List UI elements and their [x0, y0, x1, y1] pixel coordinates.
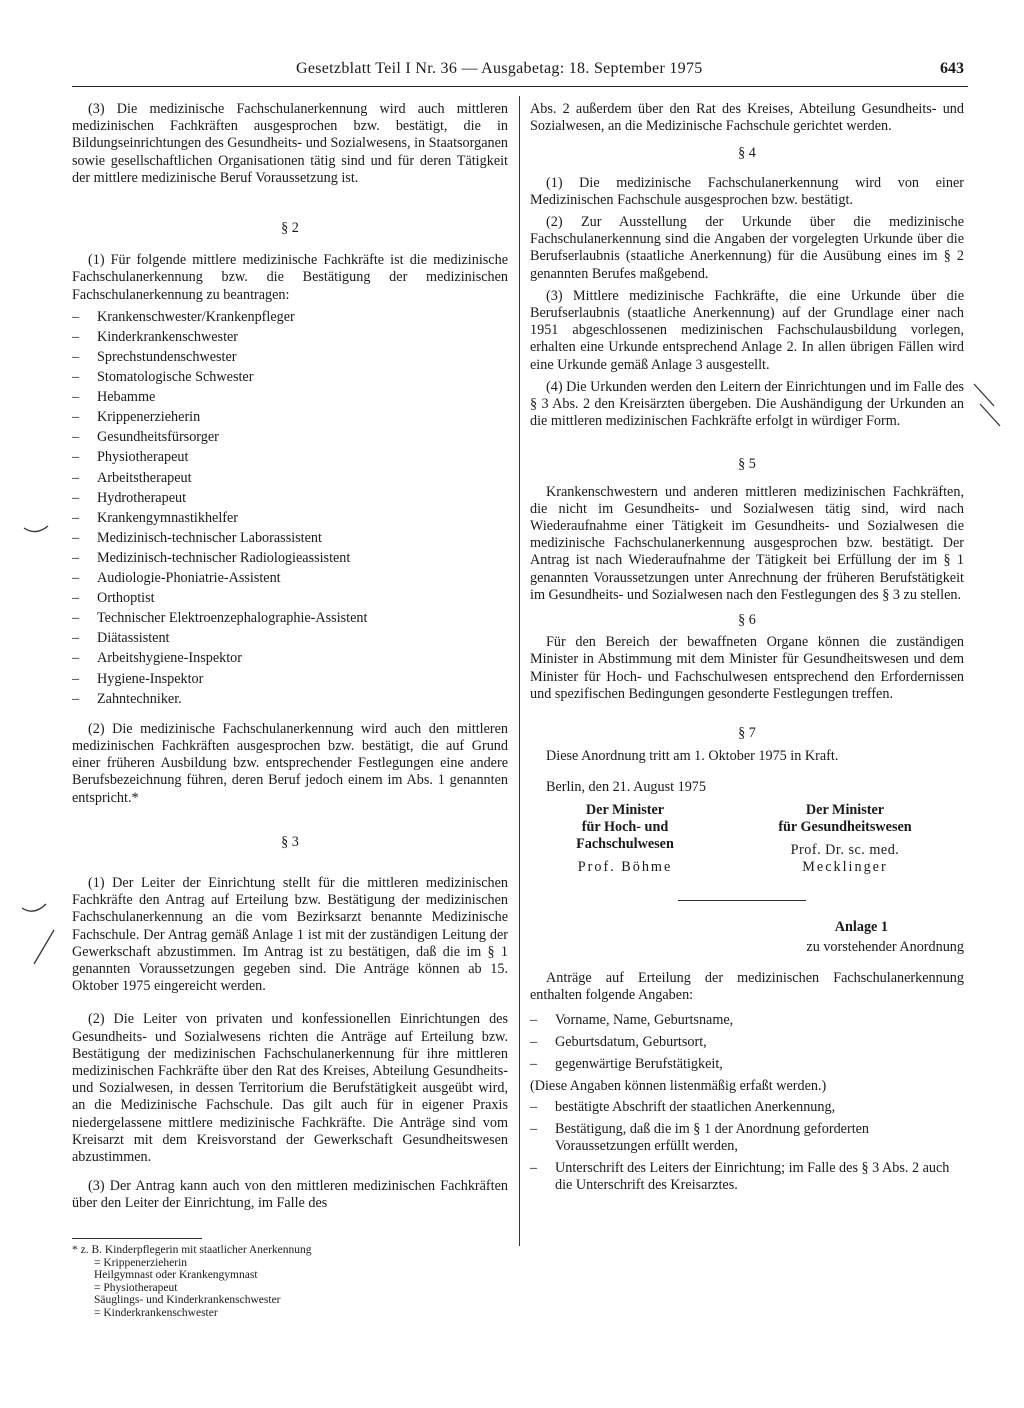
paragraph-1-3: (3) Die medizinische Fachschulanerkennung wird auch mittleren medizinischen Fachkräften ausgesprochen bzw. bestätigt, die in Bildungseinrichtungen des Gesundheits- und Sozialwesens, in Staatsorganen sowie gesellschaftlichen Organisationen tätig sind und für deren Tätigkeit der mittlere medizinische Beruf Voraussetzung ist. — [72, 101, 508, 186]
section-7-heading: § 7 — [738, 725, 756, 742]
list-item: – Physiotherapeut — [72, 447, 508, 467]
section-3-paragraph-3: (3) Der Antrag kann auch von den mittleren medizinischen Fachkräften über den Leiter der Einrichtung, im Falle des — [72, 1178, 508, 1212]
section-4-heading: § 4 — [738, 145, 756, 162]
margin-pen-mark — [20, 900, 50, 920]
list-item: – Bestätigung, daß die im § 1 der Anordnung geforderten Voraussetzungen erfüllt werden, — [530, 1121, 964, 1155]
signature-title: für Gesundheitswesen — [778, 818, 912, 835]
list-item: – bestätigte Abschrift der staatlichen Anerkennung, — [530, 1099, 964, 1116]
margin-pen-mark — [22, 522, 52, 542]
margin-pen-mark — [972, 382, 1002, 430]
section-7-paragraph-1: Diese Anordnung tritt am 1. Oktober 1975 in Kraft. — [546, 748, 839, 765]
list-item: – Orthoptist — [72, 588, 508, 608]
list-item: – Technischer Elektroenzephalographie-Assistent — [72, 608, 508, 628]
page-number: 643 — [940, 60, 964, 77]
list-item: – Arbeitstherapeut — [72, 468, 508, 488]
footnote-line: * z. B. Kinderpflegerin mit staatlicher Anerkennung — [72, 1244, 312, 1256]
section-6-paragraph-1: Für den Bereich der bewaffneten Organe können die zuständigen Minister in Abstimmung mit dem Minister für Gesundheitswesen und dem Minister für Hoch- und Fachschulwesen entsprechend den Erfordernissen und spezifischen Bedingungen gesonderte Festlegungen treffen. — [530, 634, 964, 702]
section-5-paragraph-1: Krankenschwestern und anderen mittleren medizinischen Fachkräften, die nicht im Gesundheits- und Sozialwesen tätig sind, wird nach Wiederaufnahme einer Tätigkeit im Gesundheits- und Sozialwesen die medizinische Fachschulanerkennung ausgesprochen bzw. bestätigt. Der Antrag ist nach Wiederaufnahme der Tätigkeit bei Erfüllung der im § 1 genannten Voraussetzungen unter Anrechnung der früheren Berufstätigkeit im Gesundheits- und Sozialwesen nach den Festlegungen des § 3 zu stellen. — [530, 483, 964, 603]
section-4-paragraph-1: (1) Die medizinische Fachschulanerkennung wird von einer Medizinischen Fachschule ausgesprochen bzw. bestätigt. — [530, 174, 964, 208]
list-item: – Audiologie-Phoniatrie-Assistent — [72, 568, 508, 588]
signature-name: Mecklinger — [802, 858, 888, 875]
page-header — [72, 60, 968, 87]
list-item: – Medizinisch-technischer Radiologieassistent — [72, 548, 508, 568]
list-item: – Arbeitshygiene-Inspektor — [72, 648, 508, 668]
list-item: – Kinderkrankenschwester — [72, 327, 508, 347]
footnote — [72, 1244, 512, 1320]
signature-title: für Hoch- und — [581, 818, 669, 835]
list-item: – Geburtsdatum, Geburtsort, — [530, 1031, 964, 1053]
footnote-line: Säuglings- und Kinderkrankenschwester — [94, 1294, 281, 1307]
footnote-line: = Kinderkrankenschwester — [94, 1306, 218, 1319]
column-divider — [519, 96, 520, 1246]
section-6-heading: § 6 — [738, 612, 756, 629]
profession-list — [72, 307, 508, 709]
signature-right — [750, 802, 940, 876]
list-item: – Medizinisch-technischer Laborassistent — [72, 528, 508, 548]
list-item: – Hygiene-Inspektor — [72, 669, 508, 689]
annex-subtitle: zu vorstehender Anordnung — [806, 938, 964, 955]
list-item: – Stomatologische Schwester — [72, 367, 508, 387]
left-column — [72, 101, 508, 1213]
separator-rule — [678, 900, 806, 901]
section-3-paragraph-3-continued: Abs. 2 außerdem über den Rat des Kreises, Abteilung Gesundheits- und Sozialwesen, an die Medizinische Fachschule gerichtet werden. — [530, 101, 964, 135]
annex-list-2 — [530, 1099, 964, 1194]
signature-title: Fachschulwesen — [576, 835, 674, 852]
annex-title: Anlage 1 — [834, 918, 888, 935]
section-2-heading: § 2 — [281, 220, 299, 237]
list-item: – Krippenerzieherin — [72, 407, 508, 427]
section-4-paragraph-3: (3) Mittlere medizinische Fachkräfte, die eine Urkunde über die Berufserlaubnis (staatliche Anerkennung) auf der Grundlage einer nach 1951 abgeschlossenen medizinischen Fachschulausbildung vorlegen, erhalten eine Urkunde entsprechend Anlage 2. In allen übrigen Fällen wird eine Urkunde gemäß Anlage 3 ausgestellt. — [530, 287, 964, 373]
signature-name: Prof. Böhme — [577, 858, 673, 875]
footnote-rule — [72, 1238, 202, 1239]
header-title: Gesetzblatt Teil I Nr. 36 — Ausgabetag: 18. September 1975 — [296, 60, 703, 77]
list-item: – Hydrotherapeut — [72, 488, 508, 508]
right-column — [530, 101, 964, 1194]
signature-name: Prof. Dr. sc. med. — [790, 841, 900, 858]
section-2-paragraph-2: (2) Die medizinische Fachschulanerkennung wird auch den mittleren medizinischen Fachkräften ausgesprochen bzw. bestätigt, die auf Grund einer früheren Ausbildung bzw. entsprechender Festlegungen eine andere Berufsbezeichnung führen, deren Beruf jedoch einem im Abs. 1 genannten entspricht.* — [72, 720, 508, 806]
section-2-paragraph-1: (1) Für folgende mittlere medizinische Fachkräfte ist die medizinische Fachschulanerkennung bzw. die Bestätigung der medizinischen Fachschulanerkennung zu beantragen: — [72, 252, 508, 303]
list-item: – Zahntechniker. — [72, 689, 508, 709]
section-4-paragraph-4: (4) Die Urkunden werden den Leitern der Einrichtungen und im Falle des § 3 Abs. 2 den Kreisärzten übergeben. Die Aushändigung der Urkunden an die mittleren medizinischen Fachkräfte erfolgt in würdiger Form. — [530, 378, 965, 430]
list-item: – Gesundheitsfürsorger — [72, 427, 508, 447]
signature-title: Der Minister — [805, 801, 885, 818]
section-3-paragraph-2: (2) Die Leiter von privaten und konfessionellen Einrichtungen des Gesundheits- und Sozialwesens richten die Anträge auf Erteilung bzw. Bestätigung der medizinischen Fachschulanerkennung für ihre mittleren medizinischen Fachkräfte über den Rat des Kreises, Abteilung Gesundheits- und Sozialwesen, in dessen Territorium die Berufstätigkeit ausgeübt wird, an die Medizinische Fachschule. Das gilt auch für in eigener Praxis niedergelassene mittlere medizinische Fachkräfte. Die Anträge sind vom Kreisarzt mit dem Kreisvorstand der Gewerkschaft Gesundheitswesen abzustimmen. — [72, 1011, 508, 1165]
section-4-paragraph-2: (2) Zur Ausstellung der Urkunde über die medizinische Fachschulanerkennung sind die Angaben der vorgelegten Urkunde über die Berufserlaubnis (staatliche Anerkennung) für die Ausübung eines im § 2 genannten Berufes maßgebend. — [530, 214, 964, 282]
list-item: – Hebamme — [72, 387, 508, 407]
annex-note: (Diese Angaben können listenmäßig erfaßt werden.) — [530, 1077, 827, 1094]
list-item: – Sprechstundenschwester — [72, 347, 508, 367]
list-item: – Vorname, Name, Geburtsname, — [530, 1009, 964, 1031]
list-item: – Krankengymnastikhelfer — [72, 508, 508, 528]
footnote-line: = Physiotherapeut — [94, 1281, 178, 1294]
footnote-line: = Krippenerzieherin — [94, 1256, 188, 1269]
footnote-line: Heilgymnast oder Krankengymnast — [94, 1269, 258, 1282]
section-3-paragraph-1: (1) Der Leiter der Einrichtung stellt für die mittleren medizinischen Fachkräfte den Antrag auf Erteilung bzw. Bestätigung der medizinischen Fachschulanerkennung an die vom Bezirksarzt benannte Medizinische Fachschule. Der Antrag gemäß Anlage 1 ist mit der zuständigen Leitung der Gewerkschaft abzustimmen. Im Antrag ist zu bestätigen, daß die im § 1 genannten Voraussetzungen gegeben sind. Die Anträge können ab 15. Oktober 1975 eingereicht werden. — [72, 874, 508, 995]
list-item: – Krankenschwester/Krankenpfleger — [72, 307, 508, 327]
signature-area — [530, 802, 964, 874]
section-5-heading: § 5 — [738, 456, 756, 473]
margin-pen-mark — [30, 928, 60, 968]
place-date: Berlin, den 21. August 1975 — [546, 778, 706, 795]
signature-title: Der Minister — [585, 801, 665, 818]
list-item: – Unterschrift des Leiters der Einrichtung; im Falle des § 3 Abs. 2 auch die Unterschrift des Kreisarztes. — [530, 1160, 964, 1194]
list-item: – Diätassistent — [72, 628, 508, 648]
signature-left — [530, 802, 720, 876]
section-3-heading: § 3 — [281, 833, 299, 850]
annex-intro: Anträge auf Erteilung der medizinischen Fachschulanerkennung enthalten folgende Angaben: — [530, 970, 964, 1004]
annex-list — [530, 1009, 964, 1097]
list-item: – gegenwärtige Berufstätigkeit, — [530, 1053, 964, 1075]
